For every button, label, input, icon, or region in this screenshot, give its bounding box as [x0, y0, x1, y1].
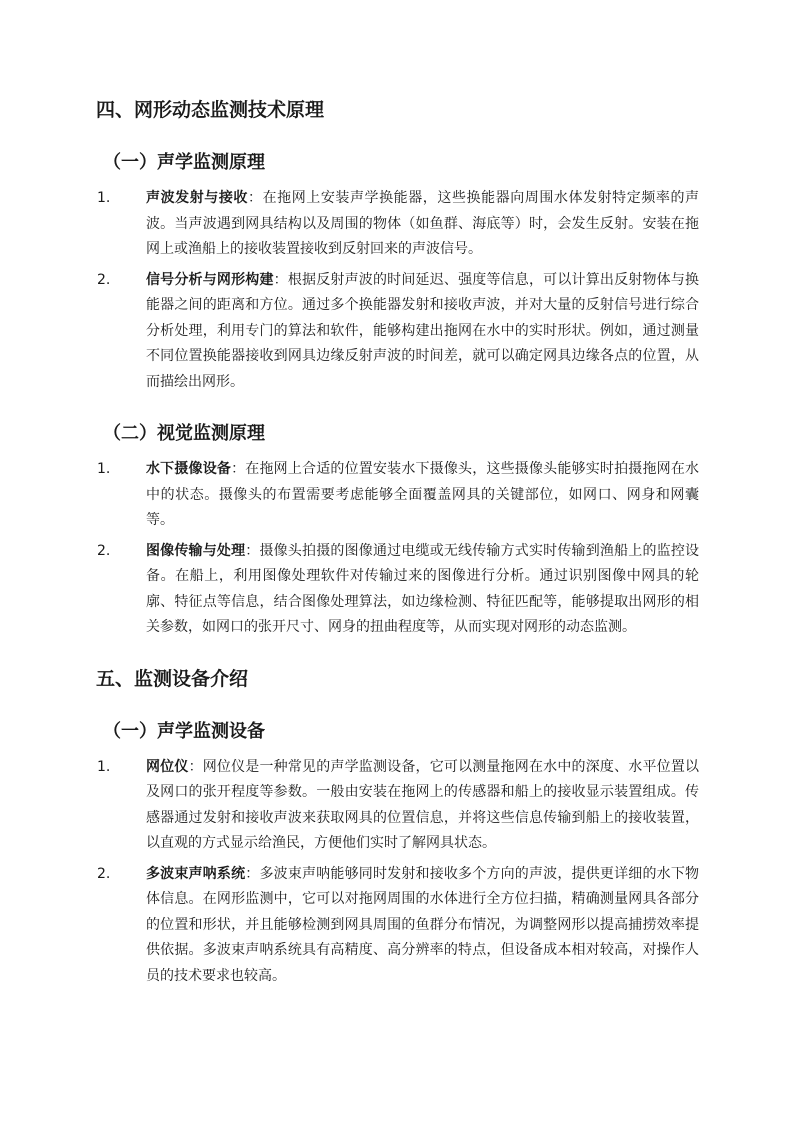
item-separator: ： [188, 758, 203, 775]
list-item [96, 268, 699, 396]
item-text: 网位仪是一种常见的声学监测设备，它可以测量拖网在水中的深度、水平位置以及网口的张开程度等参数。一般由安装在拖网上的传感器和船上的接收显示装置组成。传感器通过发射和接收声波来获取网具的位置信息，并将这些信息传输到船上的接收装置，以直观的方式显示给渔民，方便他们实时了解网具状态。 [146, 758, 700, 851]
list-item [96, 862, 699, 990]
item-term: 网位仪 [146, 758, 189, 775]
numbered-list [96, 457, 699, 641]
list-item [96, 539, 699, 641]
section-heading-5: 五、监测设备介绍 [96, 667, 249, 690]
list-item-body [146, 755, 699, 857]
item-term: 多波束声呐系统 [146, 865, 246, 882]
item-text: 根据反射声波的时间延迟、强度等信息，可以计算出反射物体与换能器之间的距离和方位。通过多个换能器发射和接收声波，并对大量的反射信号进行综合分析处理，利用专门的算法和软件，能够构建出拖网在水中的实时形状。例如，通过测量不同位置换能器接收到网具边缘反射声波的时间差，就可以确定网具边缘各点的位置，从而描绘出网形。 [146, 271, 700, 390]
list-item-body [146, 862, 699, 990]
list-number: 2. [97, 542, 111, 559]
item-text: 在拖网上安装声学换能器，这些换能器向周围水体发射特定频率的声波。当声波遇到网具结构以及周围的物体（如鱼群、海底等）时，会发生反射。安装在拖网上或渔船上的接收装置接收到反射回来的声波信号。 [146, 190, 700, 257]
item-text: 在拖网上合适的位置安装水下摄像头，这些摄像头能够实时拍摄拖网在水中的状态。摄像头的布置需要考虑能够全面覆盖网具的关键部位，如网口、网身和网囊等。 [146, 461, 700, 528]
item-separator: ： [245, 865, 260, 882]
list-item-body [146, 539, 699, 641]
list-item [96, 186, 699, 263]
item-separator: ： [247, 190, 263, 206]
list-number: 2. [97, 865, 111, 882]
numbered-list [96, 186, 699, 395]
item-separator: ： [231, 461, 246, 477]
list-item [96, 755, 699, 857]
item-text: 摄像头拍摄的图像通过电缆或无线传输方式实时传输到渔船上的监控设备。在船上，利用图像处理软件对传输过来的图像进行分析。通过识别图像中网具的轮廓、特征点等信息，结合图像处理算法，如边缘检测、特征匹配等，能够提取出网形的相关参数，如网口的张开尺寸、网身的扭曲程度等，从而实现对网形的动态监测。 [146, 542, 700, 635]
list-item [96, 457, 699, 534]
item-term: 信号分析与网形构建 [146, 271, 274, 288]
subsection-heading-visual-principle: （二）视觉监测原理 [103, 423, 265, 444]
subsection-heading-acoustic-principle: （一）声学监测原理 [103, 152, 265, 173]
item-text: 多波束声呐能够同时发射和接收多个方向的声波，提供更详细的水下物体信息。在网形监测中，它可以对拖网周围的水体进行全方位扫描，精确测量网具各部分的位置和形状，并且能够检测到网具周围的鱼群分布情况，为调整网形以提高捕捞效率提供依据。多波束声呐系统具有高精度、高分辨率的特点，但设备成本相对较高，对操作人员的技术要求也较高。 [146, 865, 700, 984]
list-item-body [146, 268, 699, 396]
list-item-body [146, 186, 699, 263]
item-separator: ： [273, 271, 288, 288]
item-term: 水下摄像设备 [146, 461, 232, 477]
list-number: 1. [97, 461, 111, 477]
list-number: 1. [97, 758, 111, 775]
item-term: 声波发射与接收 [146, 190, 248, 206]
subsection-heading-acoustic-devices: （一）声学监测设备 [103, 720, 265, 742]
list-number: 2. [97, 271, 111, 288]
list-number: 1. [97, 190, 111, 206]
list-item-body [146, 457, 699, 534]
numbered-list [96, 755, 699, 990]
item-term: 图像传输与处理 [146, 542, 246, 559]
item-separator: ： [245, 542, 260, 559]
section-heading-4: 四、网形动态监测技术原理 [96, 99, 325, 121]
